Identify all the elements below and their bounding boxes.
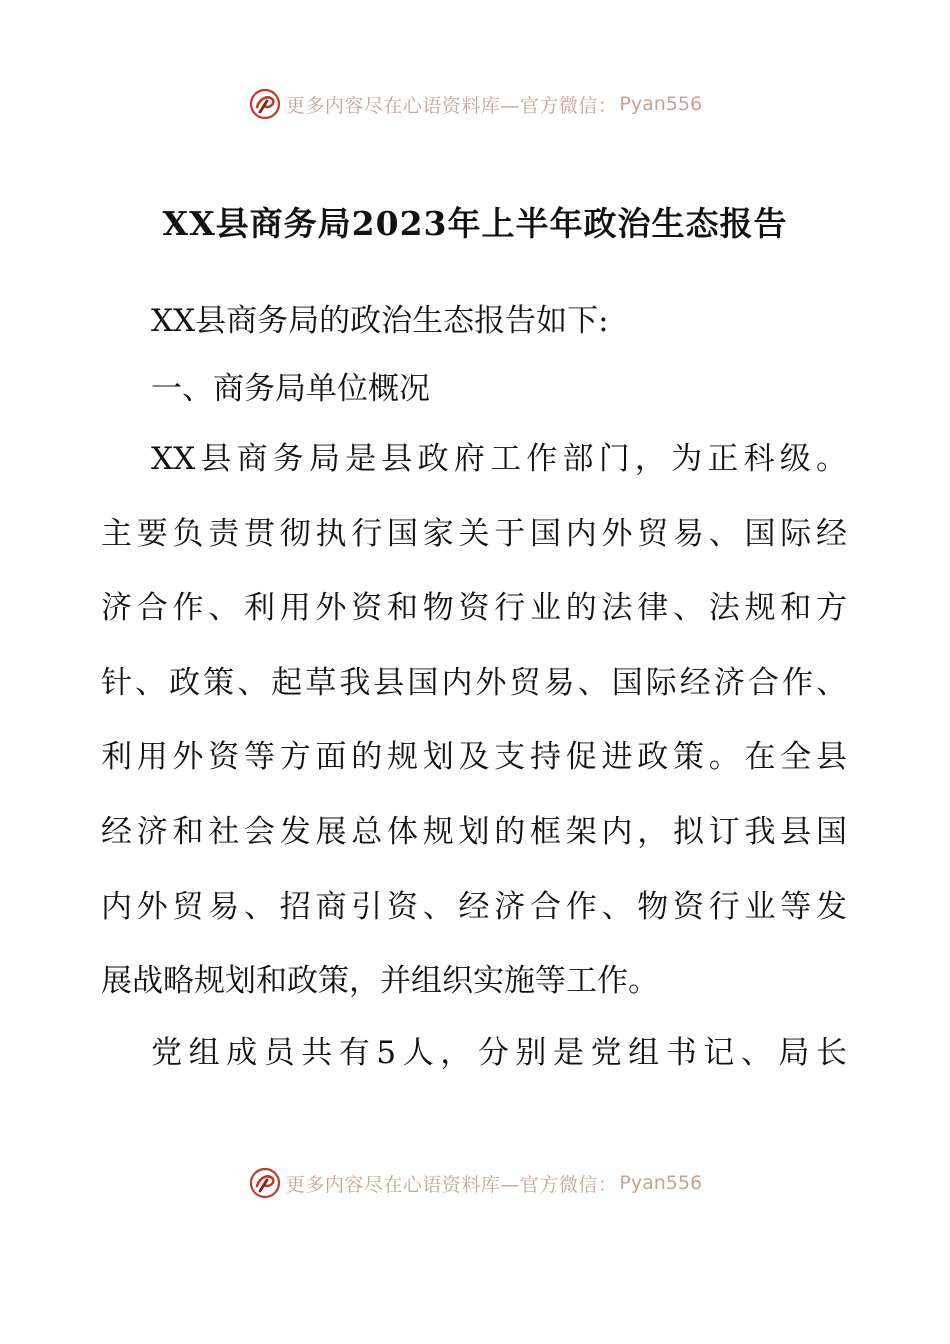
paragraph-line: 党组成员共有5人，分别是党组书记、局长 [151,1035,847,1071]
watermark-wechat-id: Pyan556 [619,1172,703,1194]
document-title: XX县商务局2023年上半年政治生态报告 [162,204,788,243]
paragraph-line: 利用外资等方面的规划及支持促进政策。在全县 [101,739,847,775]
watermark-text: 更多内容尽在心语资料库—官方微信： [285,94,618,117]
brush-swirl-logo-icon [248,1166,282,1200]
section-heading: 一、商务局单位概况 [151,371,430,407]
paragraph-line: 展战略规划和政策，并组织实施等工作。 [101,963,659,999]
paragraph-line: XX县商务局是县政府工作部门，为正科级。 [151,441,847,477]
watermark-wechat-id: Pyan556 [619,93,703,115]
paragraph-line: 内外贸易、招商引资、经济合作、物资行业等发 [101,889,847,925]
watermark-text: 更多内容尽在心语资料库—官方微信： [285,1173,618,1196]
brush-swirl-logo-icon [248,87,282,121]
intro-paragraph: XX县商务局的政治生态报告如下: [151,303,609,339]
paragraph-line: 针、政策、起草我县国内外贸易、国际经济合作、 [101,665,847,701]
header-watermark [0,84,950,124]
paragraph-line: 济合作、利用外资和物资行业的法律、法规和方 [101,590,847,626]
paragraph-line: 经济和社会发展总体规划的框架内，拟订我县国 [101,814,847,850]
paragraph-line: 主要负责贯彻执行国家关于国内外贸易、国际经 [101,516,847,552]
footer-watermark [0,1163,950,1203]
